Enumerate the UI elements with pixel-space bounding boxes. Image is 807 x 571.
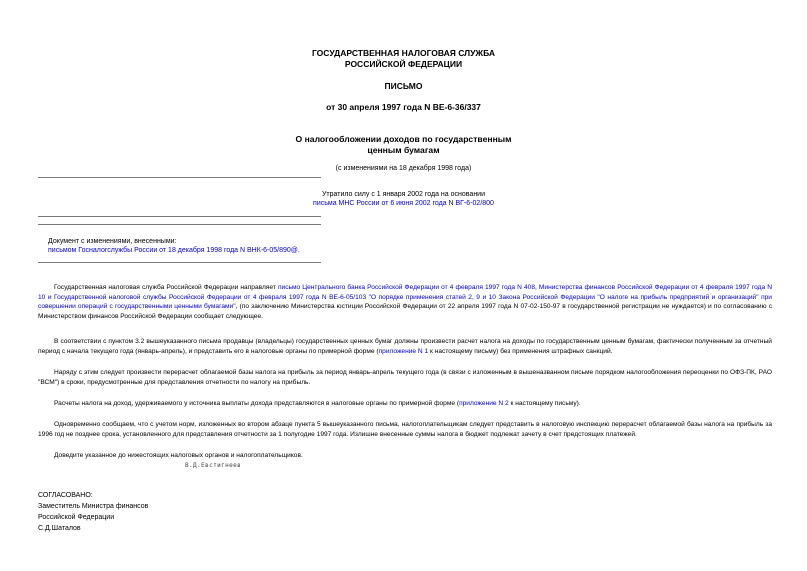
changes-label: Документ с изменениями, внесенными: [48, 238, 177, 245]
status-link[interactable]: письма МНС России от 6 июня 2002 года N ВГ-6-02/800 [313, 200, 494, 207]
paragraph-2 [38, 337, 772, 356]
status-line: Утратило силу с 1 января 2002 года на основании [321, 191, 486, 198]
status-notice [0, 190, 807, 208]
agreed-line-2: Российской Федерации [38, 514, 115, 521]
divider-1 [38, 177, 321, 178]
p4-text-1: Расчеты налога на доход, удерживаемого у источника выплаты дохода представляются в налоговые органы по примерной форме ( [54, 400, 460, 407]
agency-title [0, 48, 807, 70]
agreed-block [38, 490, 148, 534]
p3-text-1: Наряду с этим следует произвести перерасчет облагаемой базы налога на прибыль за период январь-апрель текущего года (в связи с изложенным в вышеназванном письме порядком налогообложения переоценки по ОФЗ-ПК, РАО "ВСМ") в сроки, предусмотренные для представления отчетности по налогу на прибыль. [38, 369, 772, 386]
agreed-line-3: С.Д.Шаталов [38, 525, 81, 532]
p5-text-1: Одновременно сообщаем, что с учетом норм, изложенных во втором абзаце пункта 5 вышеуказанного письма, налогоплательщикам следует представить в налоговую инспекцию перерасчет облагаемой базы налога на прибыль за 1996 год не позднее срока, установленного для представления отчетности за 1 полугодие 1997 года. Излишне внесенные суммы налога в бюджет подлежат зачету в счет предстоящих платежей. [38, 421, 772, 438]
p2-text-2: к настоящему письму) без применения штрафных санкций. [428, 347, 613, 355]
agreed-line-1: Заместитель Министра финансов [38, 503, 149, 510]
subject-line-1: О налогообложении доходов по государственным [295, 134, 512, 144]
p2-text-1: В соответствии с пунктом 3.2 вышеуказанного письма продавцы (владельцы) государственных ценных бумаг должны произвести расчет налога на доходы по государственным ценным бумагам, фактически полученным за отчетный период с начала текущего года (январь-апрель), и представить его в налоговые органы по примерной форме ( [38, 338, 772, 355]
divider-4 [38, 262, 321, 263]
document-subject [0, 134, 807, 156]
amendments-note: (с изменениями на 18 декабря 1998 года) [335, 165, 472, 172]
paragraph-4 [38, 399, 772, 409]
document-type: ПИСЬМО [384, 81, 423, 91]
paragraph-1 [38, 283, 772, 321]
paragraph-6 [38, 451, 772, 461]
paragraph-3 [38, 368, 772, 387]
p1-text-2: , (по заключению Министерства юстиции Российской Федерации от 22 апреля 1997 года N 07-02-150-97 в государственной регистрации не нуждается) и по согласованию с Министерством финансов Российской Федерации сообщает следующее. [38, 303, 772, 320]
p1-text-1: Государственная налоговая служба Российской Федерации направляет [54, 284, 278, 291]
changes-box [48, 237, 300, 255]
paragraph-5 [38, 420, 772, 439]
signature-name: В.Д.Евстигнеев [185, 462, 242, 469]
agency-line-2: РОССИЙСКОЙ ФЕДЕРАЦИИ [344, 59, 463, 69]
subject-line-2: ценным бумагам [367, 145, 440, 155]
changes-link[interactable]: письмом Госналогслужбы России от 18 декабря 1998 года N ВНК-6-05/890@. [48, 247, 300, 254]
agreed-heading: СОГЛАСОВАНО: [38, 492, 93, 499]
divider-3 [38, 224, 321, 225]
p4-text-2: к настоящему письму). [508, 400, 581, 407]
divider-2 [38, 216, 321, 217]
p6-text-1: Доведите указанное до нижестоящих налоговых органов и налогоплательщиков. [54, 452, 303, 459]
p1-link[interactable]: письмо Центрального банка Российской Федерации от 4 февраля 1997 года N 408, Министерства финансов Российской Федерации от 4 февраля 1997 года N 10 и Государственной налоговой службы Российской Федерации от 4 февраля 1997 года N ВЕ-6-05/103 "О порядке применения статей 2, 9 и 10 Закона Российской Федерации "О налоге на прибыль предприятий и организаций" при совершении операций с государственными ценными бумагами" [38, 284, 772, 310]
agency-line-1: ГОСУДАРСТВЕННАЯ НАЛОГОВАЯ СЛУЖБА [311, 48, 496, 58]
document-date-number: от 30 апреля 1997 года N ВЕ-6-36/337 [326, 102, 481, 112]
p2-link[interactable]: приложение N 1 [378, 347, 429, 355]
p4-link[interactable]: приложение N 2 [459, 400, 509, 407]
